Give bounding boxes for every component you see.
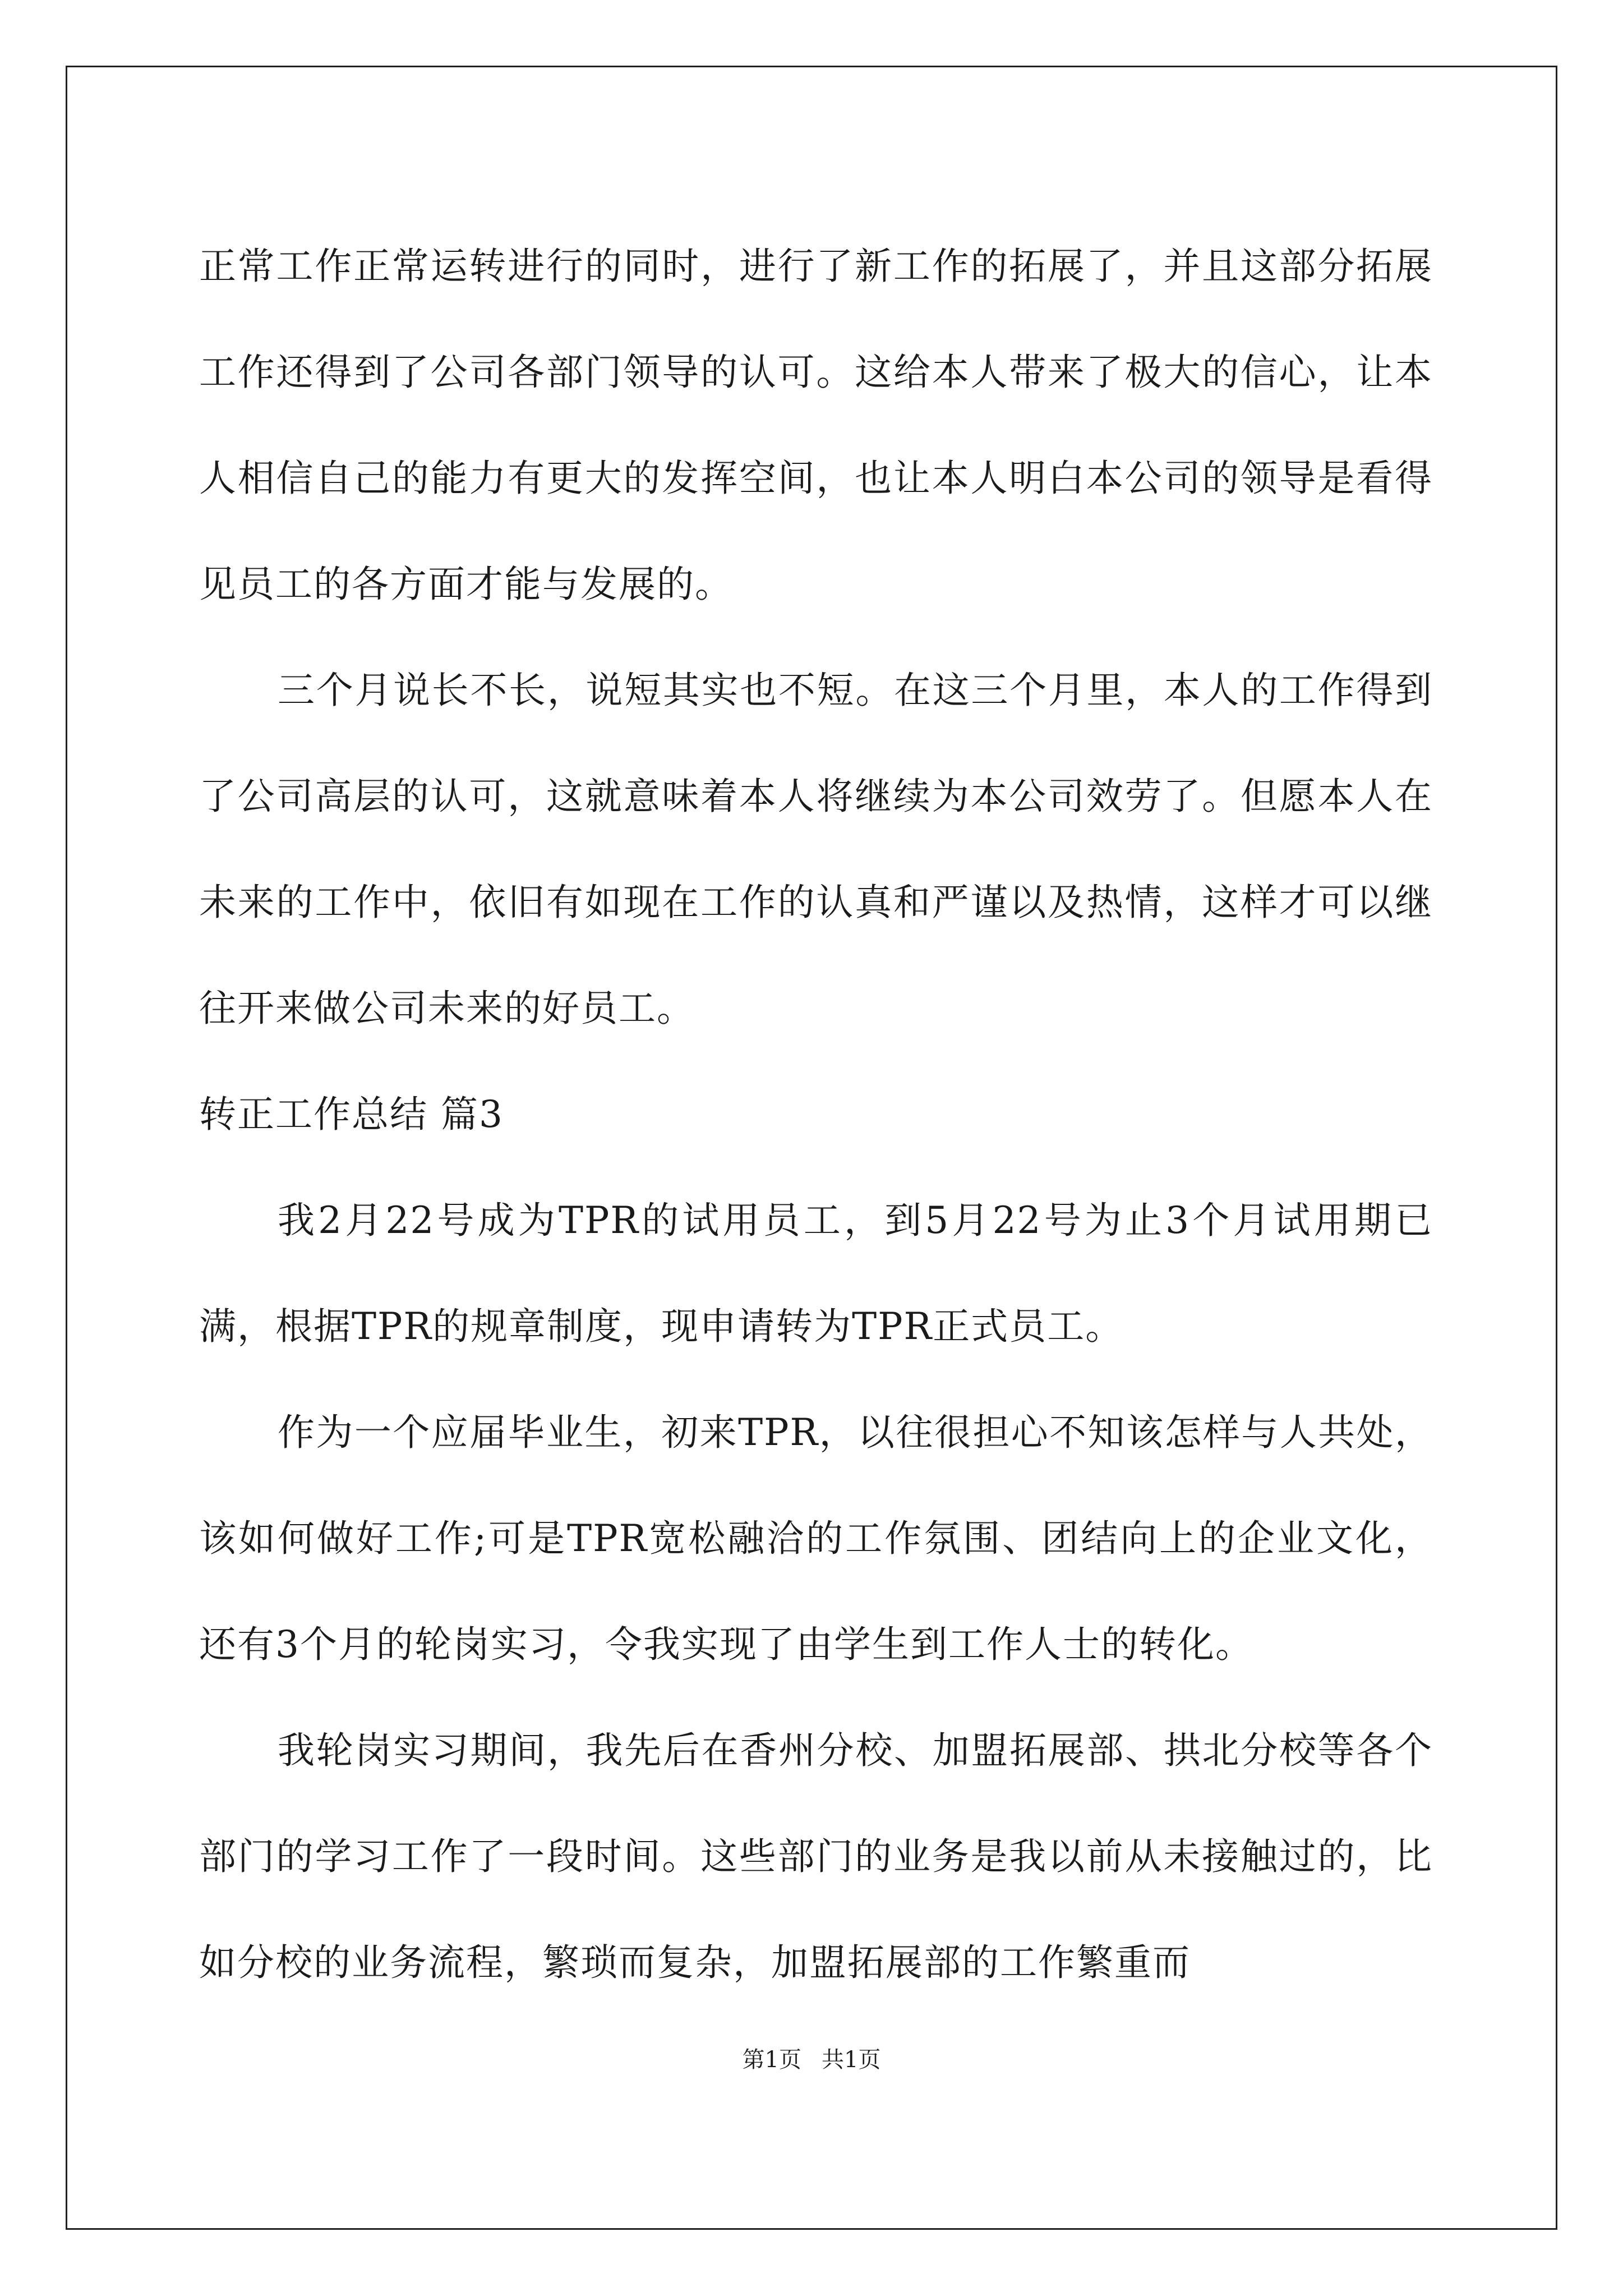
page-total: 共1页 [822,2047,881,2073]
document-body [199,213,1433,2016]
paragraph-5: 我轮岗实习期间，我先后在香州分校、加盟拓展部、拱北分校等各个部门的学习工作了一段时间。这些部门的业务是我以前从未接触过的，比如分校的业务流程，繁琐而复杂，加盟拓展部的工作繁重而 [199,1729,1433,1984]
paragraph-3: 我2月22号成为TPR的试用员工，到5月22号为止3个月试用期已满，根据TPR的规章制度，现申请转为TPR正式员工。 [199,1199,1433,1348]
paragraph-4: 作为一个应届毕业生，初来TPR，以往很担心不知该怎样与人共处，该如何做好工作;可是TPR宽松融洽的工作氛围、团结向上的企业文化，还有3个月的轮岗实习，令我实现了由学生到工作人士的转化。 [199,1411,1433,1666]
paragraph-1: 正常工作正常运转进行的同时，进行了新工作的拓展了，并且这部分拓展工作还得到了公司各部门领导的认可。这给本人带来了极大的信心，让本人相信自己的能力有更大的发挥空间，也让本人明白本公司的领导是看得见员工的各方面才能与发展的。 [199,245,1433,606]
section-heading: 转正工作总结 篇3 [199,1093,504,1136]
paragraph-2: 三个月说长不长，说短其实也不短。在这三个月里，本人的工作得到了公司高层的认可，这就意味着本人将继续为本公司效劳了。但愿本人在未来的工作中，依旧有如现在工作的认真和严谨以及热情，这样才可以继往开来做公司未来的好员工。 [199,669,1433,1030]
page-footer [0,2042,1623,2074]
page-number: 第1页 [742,2047,801,2073]
